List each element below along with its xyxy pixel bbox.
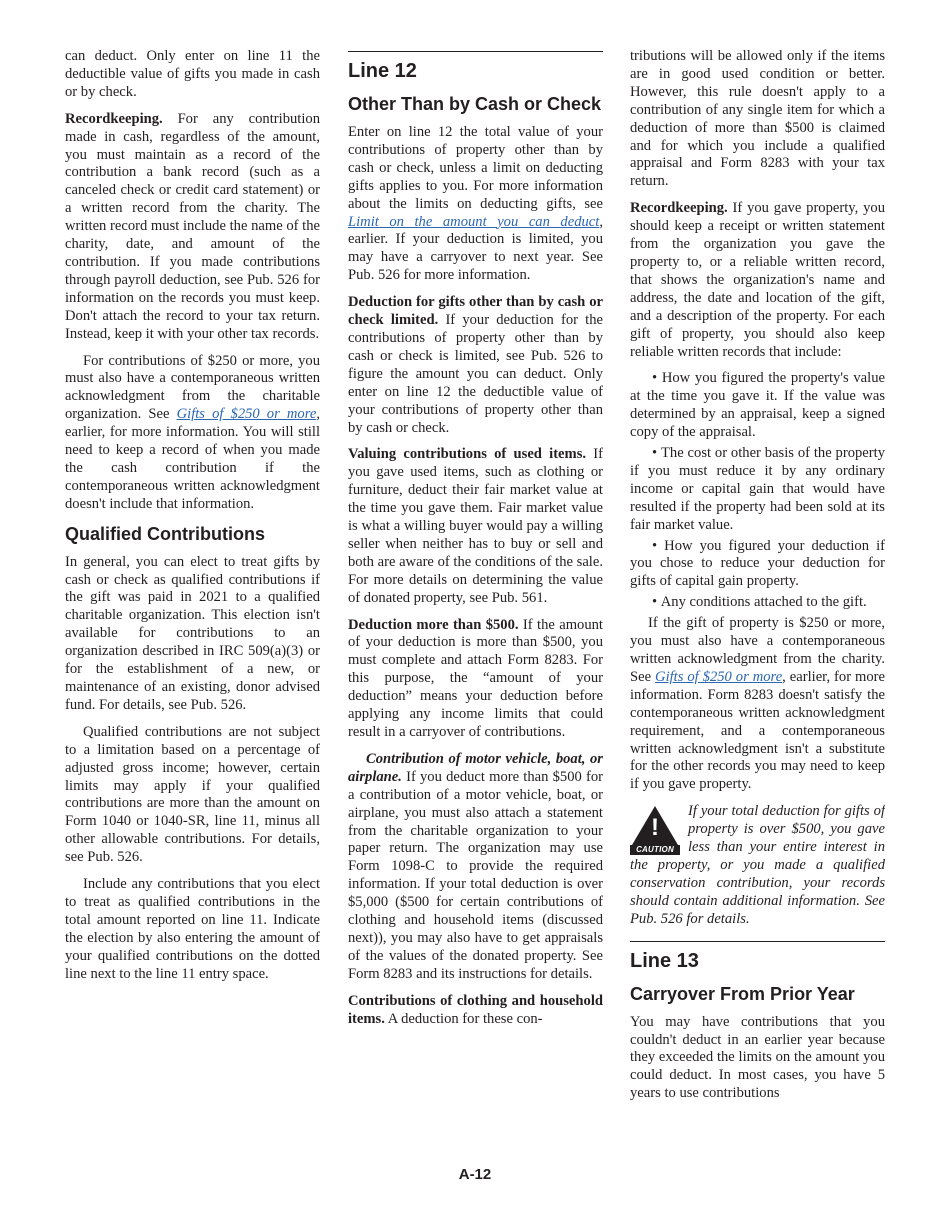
run-in-heading: Recordkeeping. [630, 200, 728, 217]
line-heading: Line 13 [630, 949, 699, 972]
line-heading: Line 12 [348, 60, 417, 82]
column-1 [65, 48, 320, 993]
run-in-heading: Contributions of clothing and household items. [348, 992, 603, 1027]
gifts-250-link[interactable]: Gifts of $250 or more [655, 668, 783, 685]
paragraph: Include any contributions that you elect to treat as qualified contributions in the total amount reported on line 11. Indicate the election by also entering the amount of your qualified contributions on the dotted line next to the line 11 entry space. [65, 876, 320, 982]
bullet-item: • How you figured the property's value at the time you gave it. If the value was determined by an appraisal, keep a signed copy of the appraisal. [630, 370, 885, 442]
caution-note [630, 803, 885, 928]
limit-on-amount-link[interactable]: Limit on the amount you can deduct [348, 213, 600, 230]
caution-icon [630, 805, 680, 855]
paragraph: You may have contributions that you couldn't deduct in an earlier year because they exceeded the limits on the amount you could deduct. In most cases, you have 5 years to use contributions [630, 1013, 885, 1102]
paragraph-text: , earlier, for more information. You will still need to keep a record of when you made the cash contribution if the contemporaneous written acknowledgment doesn't include that information. [65, 406, 320, 512]
paragraph-text: A deduction for these con- [384, 1010, 543, 1027]
run-in-heading: Deduction for gifts other than by cash or check limited. [348, 294, 603, 329]
paragraph [630, 200, 885, 361]
paragraph [348, 294, 603, 437]
paragraph: In general, you can elect to treat gifts by cash or check as qualified contributions if the gift was paid in 2021 to a qualified charitable organization. This election isn't available for contributions to an organization described in IRC 509(a)(3) or for the establishment of a new, or maintenance of an existing, donor advised fund. For details, see Pub. 526. [65, 553, 320, 713]
bullet-item: • Any conditions attached to the gift. [630, 594, 885, 612]
paragraph [348, 993, 603, 1029]
paragraph [630, 615, 885, 794]
exclamation-mark: ! [651, 814, 659, 842]
bullet-item: • The cost or other basis of the property if you must reduce it by any ordinary income or capital gain that would have resulted if the property had been sold at its fair market value. [630, 445, 885, 535]
paragraph [65, 353, 320, 514]
paragraph-text: If the amount of your deduction is more than $500, you must complete and attach Form 8283. For this purpose, the “amount of your deduction” means your deduction before applying any income limits that could result in a carryover of contributions. [348, 616, 603, 740]
paragraph [348, 617, 603, 742]
paragraph-text: , earlier, for more information. Form 8283 doesn't satisfy the contemporaneous written acknowledgment requirement, and a contemporaneous written acknowledgment isn't a substitute for the other records you may need to keep if you gave property. [630, 668, 885, 793]
paragraph-text: For any contribution made in cash, regardless of the amount, you must maintain as a record of the contribution a bank record (such as a canceled check or credit card statement) or a written record from the charity. The written record must include the name of the charity, date, and amount of the contribution. If you made contributions through payroll deduction, see Pub. 526 for information on the records you must keep. Don't attach the record to your tax return. Instead, keep it with your other tax records. [65, 110, 320, 342]
run-in-heading: Deduction more than $500. [348, 616, 519, 633]
run-in-heading: Valuing contributions of used items. [348, 446, 587, 463]
caution-label: CAUTION [630, 845, 680, 855]
page-number: A-12 [458, 1166, 492, 1183]
paragraph-text: For contributions of $250 or more, you must also have a contemporaneous written acknowledgment from the charitable organization. See [65, 352, 320, 423]
run-in-heading: Recordkeeping. [65, 110, 163, 127]
section-heading: Carryover From Prior Year [630, 983, 855, 1004]
paragraph-text: If your deduction for the contributions of property other than by cash or check is limited, see Pub. 526 to figure the amount you can deduct. Only enter on line 12 the deductible value of your contributions of property other than by cash or check. [348, 312, 603, 436]
column-3 [630, 48, 885, 1112]
gifts-250-link[interactable]: Gifts of $250 or more [176, 406, 317, 423]
run-in-heading: Contribution of motor vehicle, boat, or airplane. [348, 750, 603, 785]
paragraph [348, 751, 603, 984]
column-2 [348, 48, 603, 1038]
paragraph [65, 111, 320, 344]
paragraph: Qualified contributions are not subject to a limitation based on a percentage of adjusted gross income; however, certain limits may apply if your qualified contributions are more than the amount on Form 1040 or 1040-SR, line 11, minus all other allowable contributions. For details, see Pub. 526. [65, 723, 320, 866]
bullet-item: • How you figured your deduction if you chose to reduce your deduction for gifts of capital gain property. [630, 538, 885, 592]
paragraph: can deduct. Only enter on line 11 the deductible value of gifts you made in cash or by check. [65, 48, 320, 100]
paragraph [348, 124, 603, 285]
caution-text: If your total deduction for gifts of property is over $500, you gave less than your entire interest in the property, or you made a qualified conservation contribution, your records should contain additional information. See Pub. 526 for details. [630, 803, 885, 927]
paragraph-text: If you deduct more than $500 for a contribution of a motor vehicle, boat, or airplane, you must also attach a statement from the charitable organization to your paper return. The organization may use Form 1098-C to provide the required information. If your total deduction is over $5,000 ($500 for certain contributions of clothing and household items (discussed next)), you may also have to get appraisals of the values of the donated property. See Form 8283 and its instructions for details. [348, 768, 603, 982]
paragraph [348, 446, 603, 607]
section-heading: Qualified Contributions [65, 523, 265, 544]
section-divider [630, 941, 885, 942]
paragraph-text: , earlier. If your deduction is limited, you may have a carryover to next year. See Pub. 526 for more information. [348, 213, 603, 284]
paragraph-text: Enter on line 12 the total value of your contributions of property other than by cash or check, unless a limit on deducting gifts applies to you. For more information about the limits on deducting gifts, see [348, 124, 603, 212]
paragraph-text: If you gave property, you should keep a receipt or written statement from the organization you gave the property to, or a reliable written record, that shows the organization's name and address, the date and location of the gift, and a description of the property. For each gift of property, you should also keep reliable written records that include: [630, 200, 885, 360]
section-divider [348, 51, 603, 52]
paragraph-text: If the gift of property is $250 or more, you must also have a contemporaneous written acknowledgment from the charity. See [630, 615, 885, 685]
paragraph-text: If you gave used items, such as clothing or furniture, deduct their fair market value at the time you gave them. Fair market value is what a willing buyer would pay a willing seller when neither has to buy or sell and both are aware of the conditions of the sale. For more details on determining the value of donated property, see Pub. 561. [348, 446, 603, 606]
paragraph: tributions will be allowed only if the items are in good used condition or better. However, this rule doesn't apply to a contribution of any single item for which a deduction of more than $500 is claimed and for which you include a qualified appraisal and Form 8283 with your tax return. [630, 48, 885, 190]
section-heading: Other Than by Cash or Check [348, 94, 602, 114]
